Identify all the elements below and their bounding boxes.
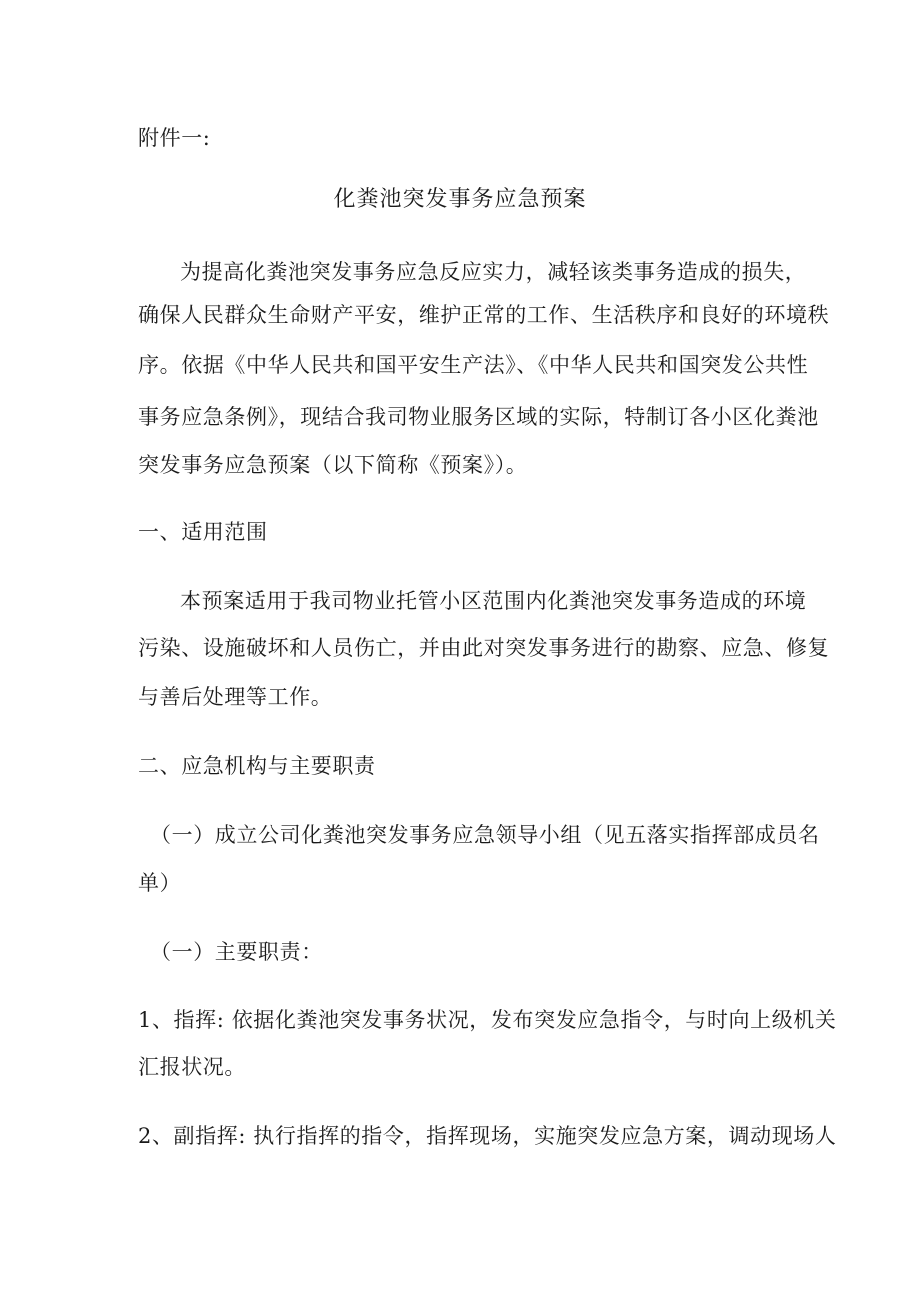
- section2-item1-line: （一）成立公司化粪池突发事务应急领导小组（见五落实指挥部成员名: [150, 823, 820, 847]
- duty2-line: 2、副指挥: 执行指挥的指令，指挥现场，实施突发应急方案，调动现场人: [138, 1124, 837, 1148]
- section2-item1-line: 单）: [138, 871, 182, 895]
- intro-line: 事务应急条例》，现结合我司物业服务区域的实际，特制订各小区化粪池: [138, 405, 819, 429]
- document-title: 化粪池突发事务应急预案: [333, 187, 587, 212]
- intro-line: 确保人民群众生命财产平安，维护正常的工作、生活秩序和良好的环境秩: [138, 303, 830, 327]
- section1-line: 污染、设施破坏和人员伤亡，并由此对突发事务进行的勘察、应急、修复: [138, 636, 830, 660]
- section1-heading: 一、适用范围: [138, 520, 268, 544]
- duty1-line: 1、指挥: 依据化粪池突发事务状况，发布突发应急指令，与时向上级机关: [138, 1008, 837, 1032]
- section2-heading: 二、应急机构与主要职责: [138, 754, 376, 778]
- attachment-label: 附件一:: [138, 126, 211, 150]
- section1-line: 本预案适用于我司物业托管小区范围内化粪池突发事务造成的环境: [180, 589, 807, 613]
- intro-line: 突发事务应急预案（以下简称《预案》）。: [138, 453, 528, 477]
- intro-line: 序。依据《中华人民共和国平安生产法》、《中华人民共和国突发公共性: [138, 353, 809, 377]
- intro-line: 为提高化粪池突发事务应急反应实力，减轻该类事务造成的损失，: [180, 260, 807, 284]
- section1-line: 与善后处理等工作。: [138, 685, 333, 709]
- section2-item2: （一）主要职责：: [150, 940, 323, 964]
- duty1-line: 汇报状况。: [138, 1055, 246, 1079]
